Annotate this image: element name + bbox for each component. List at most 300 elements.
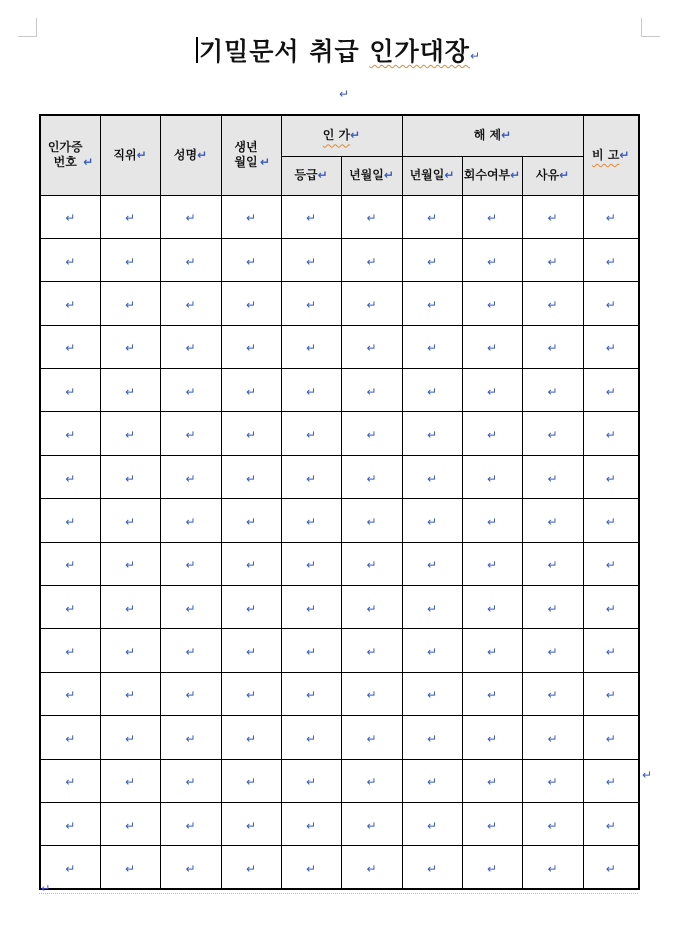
table-cell[interactable] bbox=[341, 455, 402, 498]
table-cell[interactable] bbox=[160, 195, 221, 238]
table-cell[interactable] bbox=[160, 846, 221, 889]
paragraph-mark-icon: ↵ bbox=[245, 601, 257, 616]
table-cell[interactable] bbox=[583, 325, 639, 368]
table-cell[interactable] bbox=[522, 325, 583, 368]
paragraph-mark-icon: ↵ bbox=[605, 471, 616, 486]
paragraph-mark-icon: ↵ bbox=[642, 768, 653, 782]
header-name[interactable]: 성명↵ bbox=[160, 115, 221, 195]
table-row bbox=[40, 412, 639, 455]
paragraph-mark-icon: ↵ bbox=[547, 645, 558, 660]
table-cell[interactable] bbox=[100, 282, 160, 325]
table-cell[interactable] bbox=[583, 629, 639, 672]
table-cell[interactable] bbox=[341, 672, 402, 715]
paragraph-mark-icon: ↵ bbox=[305, 514, 317, 529]
table-row bbox=[40, 759, 639, 802]
table-cell[interactable] bbox=[221, 716, 281, 759]
paragraph-mark-icon: ↵ bbox=[245, 688, 257, 703]
table-cell[interactable] bbox=[40, 802, 100, 845]
paragraph-mark-icon: ↵ bbox=[605, 731, 616, 746]
table-cell[interactable] bbox=[100, 369, 160, 412]
paragraph-mark-icon: ↵ bbox=[426, 211, 438, 226]
paragraph-mark-icon: ↵ bbox=[486, 297, 498, 312]
table-cell[interactable] bbox=[221, 455, 281, 498]
paragraph-mark-icon: ↵ bbox=[185, 645, 196, 660]
paragraph-mark-icon: ↵ bbox=[245, 254, 257, 269]
table-cell[interactable] bbox=[160, 586, 221, 629]
table-cell[interactable] bbox=[100, 629, 160, 672]
table-cell[interactable] bbox=[583, 846, 639, 889]
table-cell[interactable] bbox=[100, 759, 160, 802]
paragraph-mark-icon: ↵ bbox=[124, 818, 136, 833]
table-cell[interactable] bbox=[402, 846, 462, 889]
paragraph-mark-icon: ↵ bbox=[366, 428, 377, 443]
table-cell[interactable] bbox=[402, 282, 462, 325]
paragraph-mark-icon: ↵ bbox=[124, 297, 136, 312]
paragraph-mark-icon: ↵ bbox=[486, 688, 498, 703]
paragraph-mark-icon: ↵ bbox=[486, 254, 498, 269]
subheader-release-date[interactable]: 년월일↵ bbox=[402, 156, 462, 195]
table-row bbox=[40, 542, 639, 585]
paragraph-mark-icon: ↵ bbox=[124, 211, 136, 226]
header-permit-number[interactable]: 인가증 번호 ↵ bbox=[40, 115, 100, 195]
table-cell[interactable] bbox=[341, 846, 402, 889]
table-cell[interactable] bbox=[100, 325, 160, 368]
paragraph-mark-icon: ↵ bbox=[305, 211, 317, 226]
table-cell[interactable] bbox=[100, 455, 160, 498]
table-cell[interactable] bbox=[341, 195, 402, 238]
paragraph-mark-icon: ↵ bbox=[245, 341, 257, 356]
table-cell[interactable] bbox=[462, 846, 522, 889]
table-cell[interactable] bbox=[160, 238, 221, 281]
paragraph-mark-icon: ↵ bbox=[486, 514, 498, 529]
paragraph-mark-icon: ↵ bbox=[547, 688, 558, 703]
paragraph-mark-icon: ↵ bbox=[605, 775, 616, 790]
table-cell[interactable] bbox=[281, 716, 341, 759]
paragraph-mark-icon: ↵ bbox=[547, 601, 558, 616]
table-cell[interactable] bbox=[583, 455, 639, 498]
paragraph-mark-icon: ↵ bbox=[65, 254, 76, 269]
paragraph-mark-icon: ↵ bbox=[605, 514, 616, 529]
paragraph-mark-icon: ↵ bbox=[501, 128, 512, 143]
paragraph-mark-icon: ↵ bbox=[245, 384, 257, 399]
paragraph-mark-icon: ↵ bbox=[124, 514, 136, 529]
title-word-1: 기밀문서 bbox=[198, 37, 300, 66]
paragraph-mark-icon: ↵ bbox=[366, 514, 377, 529]
table-cell[interactable] bbox=[462, 672, 522, 715]
paragraph-mark-icon: ↵ bbox=[185, 254, 196, 269]
header-release[interactable]: 해 제↵ bbox=[402, 115, 583, 156]
paragraph-mark-icon: ↵ bbox=[124, 254, 136, 269]
table-cell[interactable] bbox=[341, 412, 402, 455]
table-cell[interactable] bbox=[462, 238, 522, 281]
table-cell[interactable] bbox=[40, 542, 100, 585]
paragraph-mark-icon: ↵ bbox=[426, 514, 438, 529]
header-authorization[interactable]: 인 가↵ bbox=[281, 115, 402, 156]
table-cell[interactable] bbox=[402, 672, 462, 715]
table-cell[interactable] bbox=[281, 586, 341, 629]
paragraph-mark-icon: ↵ bbox=[426, 731, 438, 746]
table-cell[interactable] bbox=[160, 716, 221, 759]
paragraph-mark-icon: ↵ bbox=[124, 384, 136, 399]
table-cell[interactable] bbox=[522, 412, 583, 455]
paragraph-mark-icon: ↵ bbox=[65, 775, 76, 790]
table-cell[interactable] bbox=[402, 325, 462, 368]
paragraph-mark-icon: ↵ bbox=[317, 168, 328, 182]
table-cell[interactable] bbox=[281, 846, 341, 889]
table-cell[interactable] bbox=[341, 629, 402, 672]
table-cell[interactable] bbox=[583, 282, 639, 325]
table-cell[interactable] bbox=[221, 586, 281, 629]
table-cell[interactable] bbox=[100, 195, 160, 238]
paragraph-mark-icon: ↵ bbox=[305, 297, 317, 312]
paragraph-mark-icon: ↵ bbox=[444, 168, 455, 182]
table-cell[interactable] bbox=[402, 499, 462, 542]
table-cell[interactable] bbox=[160, 499, 221, 542]
table-cell[interactable] bbox=[583, 499, 639, 542]
table-cell[interactable] bbox=[221, 629, 281, 672]
paragraph-mark-icon: ↵ bbox=[305, 384, 317, 399]
table-cell[interactable] bbox=[522, 282, 583, 325]
paragraph-mark-icon: ↵ bbox=[41, 882, 51, 895]
table-cell[interactable] bbox=[522, 629, 583, 672]
table-cell[interactable] bbox=[402, 238, 462, 281]
paragraph-mark-icon: ↵ bbox=[426, 645, 438, 660]
table-cell[interactable] bbox=[281, 455, 341, 498]
paragraph-mark-icon: ↵ bbox=[366, 471, 377, 486]
paragraph-mark-icon: ↵ bbox=[426, 818, 438, 833]
paragraph-mark-icon: ↵ bbox=[83, 155, 94, 170]
table-cell[interactable] bbox=[462, 195, 522, 238]
paragraph-mark-icon: ↵ bbox=[486, 861, 498, 876]
paragraph-mark-icon: ↵ bbox=[383, 168, 394, 182]
paragraph-mark-icon: ↵ bbox=[366, 731, 377, 746]
table-cell[interactable] bbox=[100, 542, 160, 585]
table-cell[interactable] bbox=[583, 759, 639, 802]
paragraph-mark-icon: ↵ bbox=[305, 645, 317, 660]
paragraph-mark-icon: ↵ bbox=[547, 558, 558, 573]
table-cell[interactable] bbox=[462, 499, 522, 542]
table-cell[interactable] bbox=[40, 369, 100, 412]
table-cell[interactable] bbox=[160, 369, 221, 412]
table-cell[interactable] bbox=[522, 586, 583, 629]
table-cell[interactable] bbox=[462, 759, 522, 802]
table-cell[interactable] bbox=[160, 282, 221, 325]
paragraph-mark-icon: ↵ bbox=[245, 775, 257, 790]
paragraph-mark-icon: ↵ bbox=[65, 645, 76, 660]
paragraph-mark-icon: ↵ bbox=[486, 471, 498, 486]
table-cell[interactable] bbox=[341, 586, 402, 629]
paragraph-mark-icon: ↵ bbox=[305, 601, 317, 616]
paragraph-mark-icon: ↵ bbox=[426, 254, 438, 269]
paragraph-mark-icon: ↵ bbox=[486, 601, 498, 616]
ledger-body bbox=[40, 195, 639, 889]
table-cell[interactable] bbox=[221, 238, 281, 281]
table-cell[interactable] bbox=[221, 195, 281, 238]
paragraph-mark-icon: ↵ bbox=[426, 601, 438, 616]
table-cell[interactable] bbox=[40, 672, 100, 715]
table-cell[interactable] bbox=[341, 325, 402, 368]
paragraph-mark-icon: ↵ bbox=[350, 128, 361, 143]
paragraph-mark-icon: ↵ bbox=[486, 341, 498, 356]
table-cell[interactable] bbox=[281, 412, 341, 455]
table-cell[interactable] bbox=[583, 412, 639, 455]
table-cell[interactable] bbox=[281, 499, 341, 542]
header-remarks[interactable]: 비 고↵ bbox=[583, 115, 639, 195]
table-cell[interactable] bbox=[100, 238, 160, 281]
paragraph-mark-icon: ↵ bbox=[605, 818, 616, 833]
table-row bbox=[40, 282, 639, 325]
paragraph-mark-icon: ↵ bbox=[486, 558, 498, 573]
table-row bbox=[40, 499, 639, 542]
table-row bbox=[40, 325, 639, 368]
table-cell[interactable] bbox=[40, 412, 100, 455]
paragraph-mark-icon: ↵ bbox=[65, 731, 76, 746]
paragraph-mark-icon: ↵ bbox=[124, 861, 136, 876]
table-cell[interactable] bbox=[221, 325, 281, 368]
paragraph-mark-icon: ↵ bbox=[185, 341, 196, 356]
table-cell[interactable] bbox=[281, 282, 341, 325]
subheader-returned[interactable]: 회수여부↵ bbox=[462, 156, 522, 195]
paragraph-mark-icon: ↵ bbox=[426, 341, 438, 356]
paragraph-mark-icon: ↵ bbox=[426, 861, 438, 876]
table-cell[interactable] bbox=[40, 499, 100, 542]
paragraph-mark-icon: ↵ bbox=[366, 254, 377, 269]
table-cell[interactable] bbox=[221, 672, 281, 715]
table-cell[interactable] bbox=[100, 412, 160, 455]
paragraph-mark-icon: ↵ bbox=[426, 428, 438, 443]
page-bottom-guide bbox=[39, 893, 638, 894]
paragraph-mark-icon: ↵ bbox=[245, 861, 257, 876]
table-cell[interactable] bbox=[583, 542, 639, 585]
paragraph-mark-icon: ↵ bbox=[245, 731, 257, 746]
table-cell[interactable] bbox=[462, 629, 522, 672]
table-cell[interactable] bbox=[221, 499, 281, 542]
subheader-auth-date[interactable]: 년월일↵ bbox=[341, 156, 402, 195]
table-cell[interactable] bbox=[281, 369, 341, 412]
paragraph-mark-icon: ↵ bbox=[426, 775, 438, 790]
table-cell[interactable] bbox=[221, 846, 281, 889]
table-cell[interactable] bbox=[462, 412, 522, 455]
table-cell[interactable] bbox=[160, 672, 221, 715]
paragraph-mark-icon: ↵ bbox=[245, 471, 257, 486]
table-cell[interactable] bbox=[100, 672, 160, 715]
table-cell[interactable] bbox=[462, 282, 522, 325]
table-cell[interactable] bbox=[462, 802, 522, 845]
table-cell[interactable] bbox=[341, 716, 402, 759]
table-cell[interactable] bbox=[160, 802, 221, 845]
paragraph-mark-icon: ↵ bbox=[366, 211, 377, 226]
table-cell[interactable] bbox=[341, 282, 402, 325]
paragraph-mark-icon: ↵ bbox=[366, 775, 377, 790]
table-cell[interactable] bbox=[281, 325, 341, 368]
paragraph-mark-icon: ↵ bbox=[305, 471, 317, 486]
paragraph-mark-icon: ↵ bbox=[197, 147, 208, 162]
table-cell[interactable] bbox=[160, 325, 221, 368]
paragraph-mark-icon: ↵ bbox=[305, 428, 317, 443]
table-cell[interactable] bbox=[522, 716, 583, 759]
table-cell[interactable] bbox=[221, 412, 281, 455]
table-cell[interactable] bbox=[40, 282, 100, 325]
paragraph-mark-icon: ↵ bbox=[605, 558, 616, 573]
table-cell[interactable] bbox=[522, 499, 583, 542]
header-birth-date[interactable]: 생년 월일 ↵ bbox=[221, 115, 281, 195]
table-cell[interactable] bbox=[462, 369, 522, 412]
table-cell[interactable] bbox=[462, 542, 522, 585]
table-cell[interactable] bbox=[341, 802, 402, 845]
table-cell[interactable] bbox=[402, 195, 462, 238]
paragraph-mark-icon: ↵ bbox=[245, 428, 257, 443]
paragraph-mark-icon: ↵ bbox=[245, 558, 257, 573]
table-cell[interactable] bbox=[221, 369, 281, 412]
table-cell[interactable] bbox=[583, 369, 639, 412]
table-cell[interactable] bbox=[160, 542, 221, 585]
table-cell[interactable] bbox=[281, 759, 341, 802]
table-cell[interactable] bbox=[522, 369, 583, 412]
table-cell[interactable] bbox=[40, 586, 100, 629]
table-cell[interactable] bbox=[341, 542, 402, 585]
table-cell[interactable] bbox=[402, 716, 462, 759]
table-cell[interactable] bbox=[402, 412, 462, 455]
table-cell[interactable] bbox=[341, 369, 402, 412]
paragraph-mark-icon: ↵ bbox=[547, 297, 558, 312]
table-cell[interactable] bbox=[402, 542, 462, 585]
table-cell[interactable] bbox=[40, 238, 100, 281]
table-row bbox=[40, 238, 639, 281]
table-cell[interactable] bbox=[281, 195, 341, 238]
table-cell[interactable] bbox=[402, 586, 462, 629]
table-cell[interactable] bbox=[522, 672, 583, 715]
header-position[interactable]: 직위↵ bbox=[100, 115, 160, 195]
paragraph-mark-icon: ↵ bbox=[65, 601, 76, 616]
table-cell[interactable] bbox=[281, 542, 341, 585]
table-cell[interactable] bbox=[40, 716, 100, 759]
table-cell[interactable] bbox=[583, 238, 639, 281]
paragraph-mark-icon: ↵ bbox=[619, 147, 630, 162]
paragraph-mark-icon: ↵ bbox=[366, 645, 377, 660]
table-cell[interactable] bbox=[402, 802, 462, 845]
table-cell[interactable] bbox=[522, 542, 583, 585]
paragraph-mark-icon: ↵ bbox=[185, 861, 196, 876]
table-cell[interactable] bbox=[462, 325, 522, 368]
table-cell[interactable] bbox=[402, 455, 462, 498]
paragraph-mark-icon: ↵ bbox=[339, 87, 350, 101]
table-cell[interactable] bbox=[160, 412, 221, 455]
paragraph-mark-icon: ↵ bbox=[426, 688, 438, 703]
paragraph-mark-icon: ↵ bbox=[605, 341, 616, 356]
paragraph-mark-icon: ↵ bbox=[366, 384, 377, 399]
paragraph-mark-icon: ↵ bbox=[185, 297, 196, 312]
paragraph-mark-icon: ↵ bbox=[305, 558, 317, 573]
table-cell[interactable] bbox=[100, 716, 160, 759]
paragraph-mark-icon: ↵ bbox=[185, 558, 196, 573]
paragraph-mark-icon: ↵ bbox=[185, 601, 196, 616]
paragraph-mark-icon: ↵ bbox=[605, 601, 616, 616]
table-cell[interactable] bbox=[522, 759, 583, 802]
table-cell[interactable] bbox=[522, 238, 583, 281]
table-cell[interactable] bbox=[281, 238, 341, 281]
table-cell[interactable] bbox=[100, 802, 160, 845]
paragraph-mark-icon: ↵ bbox=[185, 731, 196, 746]
paragraph-mark-icon: ↵ bbox=[426, 471, 438, 486]
table-cell[interactable] bbox=[583, 802, 639, 845]
table-cell[interactable] bbox=[583, 195, 639, 238]
paragraph-mark-icon: ↵ bbox=[185, 818, 196, 833]
table-cell[interactable] bbox=[522, 802, 583, 845]
subheader-reason[interactable]: 사유↵ bbox=[522, 156, 583, 195]
table-cell[interactable] bbox=[160, 759, 221, 802]
paragraph-mark-icon: ↵ bbox=[547, 818, 558, 833]
table-cell[interactable] bbox=[522, 455, 583, 498]
title-word-3: 인가대장 bbox=[369, 37, 470, 66]
table-cell[interactable] bbox=[100, 846, 160, 889]
table-cell[interactable] bbox=[341, 499, 402, 542]
table-cell[interactable] bbox=[160, 455, 221, 498]
table-cell[interactable] bbox=[583, 672, 639, 715]
paragraph-mark-icon: ↵ bbox=[185, 428, 196, 443]
paragraph-mark-icon: ↵ bbox=[245, 211, 257, 226]
table-cell[interactable] bbox=[40, 195, 100, 238]
paragraph-mark-icon: ↵ bbox=[259, 155, 271, 170]
table-cell[interactable] bbox=[40, 325, 100, 368]
table-cell[interactable] bbox=[402, 759, 462, 802]
table-cell[interactable] bbox=[281, 672, 341, 715]
paragraph-mark-icon: ↵ bbox=[185, 211, 196, 226]
table-cell[interactable] bbox=[221, 282, 281, 325]
table-cell[interactable] bbox=[341, 238, 402, 281]
table-cell[interactable] bbox=[462, 586, 522, 629]
paragraph-mark-icon: ↵ bbox=[124, 558, 136, 573]
subheader-grade[interactable]: 등급↵ bbox=[281, 156, 341, 195]
paragraph-mark-icon: ↵ bbox=[366, 861, 377, 876]
table-cell[interactable] bbox=[402, 369, 462, 412]
table-row bbox=[40, 716, 639, 759]
table-cell[interactable] bbox=[462, 455, 522, 498]
paragraph-mark-icon: ↵ bbox=[469, 49, 482, 63]
table-cell[interactable] bbox=[221, 542, 281, 585]
table-cell[interactable] bbox=[40, 629, 100, 672]
table-cell[interactable] bbox=[522, 195, 583, 238]
table-cell[interactable] bbox=[160, 629, 221, 672]
paragraph-mark-icon: ↵ bbox=[605, 645, 616, 660]
table-row bbox=[40, 672, 639, 715]
table-cell[interactable] bbox=[221, 759, 281, 802]
table-cell[interactable] bbox=[583, 716, 639, 759]
table-cell[interactable] bbox=[100, 499, 160, 542]
table-cell[interactable] bbox=[40, 455, 100, 498]
table-cell[interactable] bbox=[341, 759, 402, 802]
table-row bbox=[40, 802, 639, 845]
paragraph-mark-icon: ↵ bbox=[65, 818, 76, 833]
table-cell[interactable] bbox=[402, 629, 462, 672]
table-cell[interactable] bbox=[40, 759, 100, 802]
document-title bbox=[0, 32, 677, 68]
paragraph-mark-icon: ↵ bbox=[65, 341, 76, 356]
table-cell[interactable] bbox=[462, 716, 522, 759]
paragraph-mark-icon: ↵ bbox=[305, 254, 317, 269]
paragraph-mark-icon: ↵ bbox=[124, 645, 136, 660]
table-cell[interactable] bbox=[221, 802, 281, 845]
table-cell[interactable] bbox=[522, 846, 583, 889]
paragraph-mark-icon: ↵ bbox=[605, 428, 616, 443]
table-cell[interactable] bbox=[100, 586, 160, 629]
table-cell[interactable] bbox=[281, 802, 341, 845]
paragraph-mark-icon: ↵ bbox=[426, 297, 438, 312]
paragraph-mark-icon: ↵ bbox=[605, 384, 616, 399]
table-cell[interactable] bbox=[583, 586, 639, 629]
paragraph-mark-icon: ↵ bbox=[486, 211, 498, 226]
table-cell[interactable] bbox=[281, 629, 341, 672]
paragraph-mark-icon: ↵ bbox=[605, 254, 616, 269]
